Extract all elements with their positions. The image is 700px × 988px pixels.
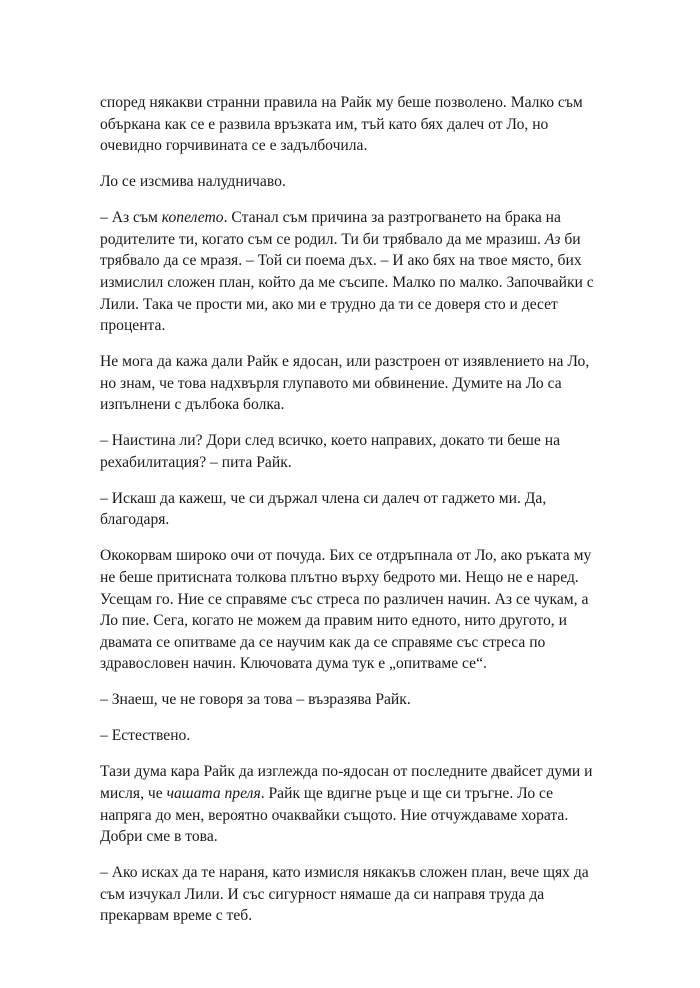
paragraph [100,92,602,157]
text-run: Не мога да кажа дали Райк е ядосан, или разстроен от изявлението на Ло, но знам, че това надхвърля глупавото ми обвинение. Думите на Ло са изпълнени с дълбока болка. [100,353,590,414]
paragraph [100,430,602,473]
text-run: би трябвало да се мразя. – Той си поема дъх. – И ако бях на твое място, бих измислил сложен план, който да ме съсипе. Малко по малко. Започвайки с Лили. Така че прости ми, ако ми е трудно да ти се доверя сто и десет процента. [100,230,594,335]
text-run: . Райк ще вдигне ръце и ще си тръгне. Ло се напряга до мен, вероятно очаквайки същото. Ние отчуждаваме хората. Добри сме в това. [100,784,569,846]
text-run: – Ако исках да те нараня, като измисля някакъв сложен план, вече щях да съм изчукал Лили. И със сигурност нямаше да си направя труда да прекарвам време с теб. [100,864,589,925]
paragraph [100,488,602,531]
text-run: Тази дума кара Райк да изглежда по-ядосан от последните двайсет думи и мисля, че [100,763,593,802]
text-run: Ококорвам широко очи от почуда. Бих се отдръпнала от Ло, ако ръката му не беше притисната толкова плътно върху бедрото ми. Нещо не е наред. Усещам го. Ние се справяме със стреса по различен начин. Аз се чукам, а Ло пие. Сега, когато не можем да правим нито едното, нито другото, и двамата се опитваме да се научим как да се справяме със стреса по здравословен начин. Ключовата дума тук е „опитваме се“. [100,547,592,673]
paragraph [100,351,602,416]
paragraph [100,725,602,747]
text-run: – Искаш да кажеш, че си държал члена си далеч от гаджето ми. Да, благодаря. [100,489,547,529]
text-run: Ло се изсмива налудничаво. [100,173,286,191]
italic-text-run: копелето [161,209,224,227]
italic-text-run: Аз [544,230,561,248]
paragraph [100,545,602,675]
text-run: – Знаеш, че не говоря за това – възразява Райк. [100,691,411,709]
text-run: според някакви странни правила на Райк му беше позволено. Малко съм объркана как се е развила връзката им, тъй като бях далеч от Ло, но очевидно горчивината се е задълбочила. [100,94,583,155]
text-run: – Естествено. [100,727,191,745]
text-run: – Аз съм [100,209,162,227]
paragraph [100,207,602,337]
paragraph [100,171,602,193]
paragraph [100,761,602,847]
text-run: – Наистина ли? Дори след всичко, което направих, докато ти беше на рехабилитация? – пита Райк. [100,432,561,471]
paragraph [100,689,602,711]
text-run: . Станал съм причина за разтрогването на брака на родителите ти, когато съм се родил. Ти би трябвало да ме мразиш. [100,209,561,248]
paragraph [100,862,602,927]
italic-text-run: чашата преля [166,784,261,802]
body-text [100,92,602,941]
